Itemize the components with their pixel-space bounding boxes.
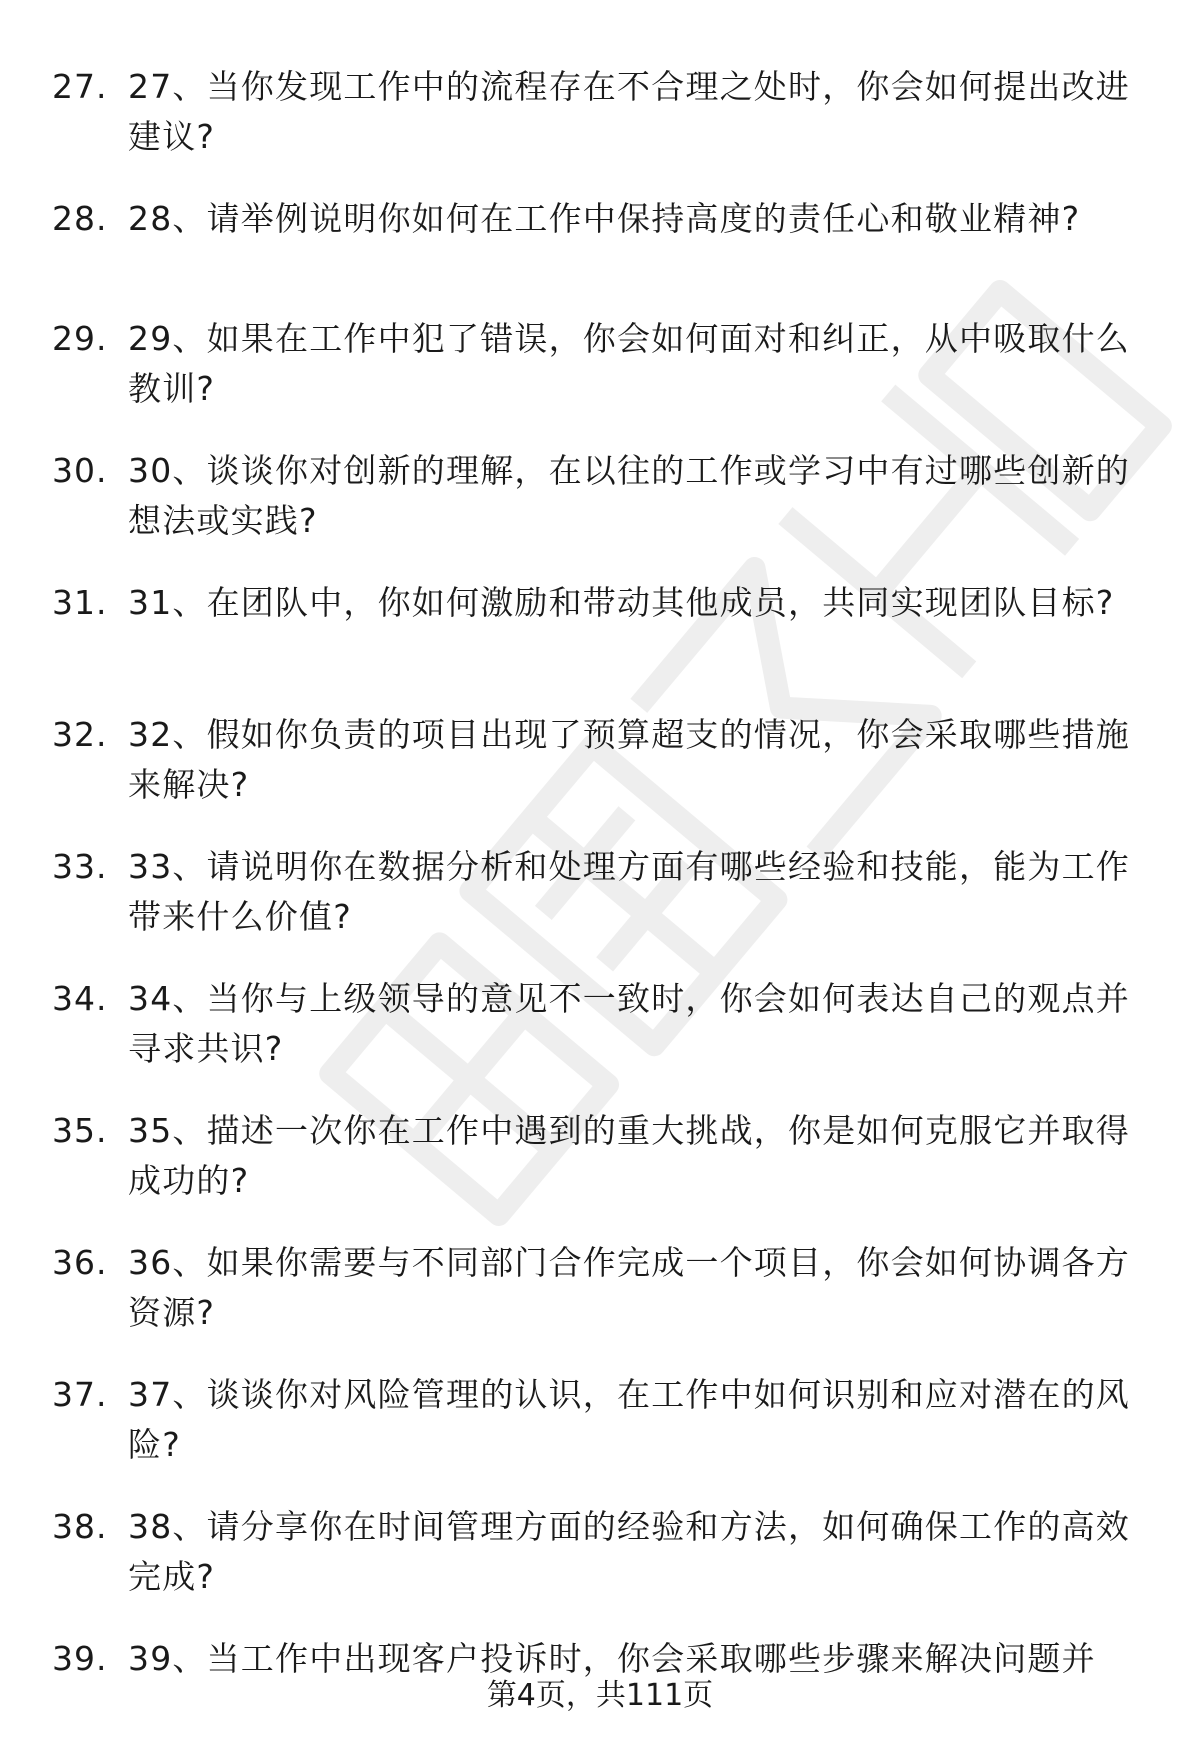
question-item: [0, 710, 1200, 842]
question-number: 30.: [52, 451, 108, 490]
question-number: 34.: [52, 979, 108, 1018]
question-item: [0, 194, 1200, 314]
question-text: 36、如果你需要与不同部门合作完成一个项目，你会如何协调各方资源?: [128, 1243, 1130, 1332]
question-text: 30、谈谈你对创新的理解，在以往的工作或学习中有过哪些创新的想法或实践?: [128, 451, 1130, 540]
question-item: [0, 314, 1200, 446]
question-number: 28.: [52, 199, 108, 238]
question-item: [0, 446, 1200, 578]
question-text: 38、请分享你在时间管理方面的经验和方法，如何确保工作的高效完成?: [128, 1507, 1130, 1596]
question-text: 28、请举例说明你如何在工作中保持高度的责任心和敬业精神?: [128, 199, 1081, 238]
page-footer: [0, 1676, 1200, 1716]
question-number: 27.: [52, 67, 108, 106]
question-item: [0, 578, 1200, 710]
question-text: 35、描述一次你在工作中遇到的重大挑战，你是如何克服它并取得成功的?: [128, 1111, 1130, 1200]
question-text: 31、在团队中，你如何激励和带动其他成员，共同实现团队目标?: [128, 583, 1115, 622]
question-text: 29、如果在工作中犯了错误，你会如何面对和纠正，从中吸取什么教训?: [128, 319, 1130, 408]
question-text: 37、谈谈你对风险管理的认识，在工作中如何识别和应对潜在的风险?: [128, 1375, 1130, 1464]
page-number-label: 第4页，共111页: [486, 1678, 714, 1713]
question-item: [0, 1502, 1200, 1634]
question-number: 32.: [52, 715, 108, 754]
question-text: 27、当你发现工作中的流程存在不合理之处时，你会如何提出改进建议?: [128, 67, 1130, 156]
question-number: 39.: [52, 1639, 108, 1678]
question-text: 33、请说明你在数据分析和处理方面有哪些经验和技能，能为工作带来什么价值?: [128, 847, 1130, 936]
question-item: [0, 842, 1200, 974]
question-item: [0, 62, 1200, 194]
question-number: 36.: [52, 1243, 108, 1282]
question-number: 38.: [52, 1507, 108, 1546]
question-item: [0, 1370, 1200, 1502]
question-text: 39、当工作中出现客户投诉时，你会采取哪些步骤来解决问题并: [128, 1639, 1096, 1678]
question-text: 34、当你与上级领导的意见不一致时，你会如何表达自己的观点并寻求共识?: [128, 979, 1130, 1068]
question-text: 32、假如你负责的项目出现了预算超支的情况，你会采取哪些措施来解决?: [128, 715, 1130, 804]
question-item: [0, 1238, 1200, 1370]
question-number: 37.: [52, 1375, 108, 1414]
question-number: 35.: [52, 1111, 108, 1150]
question-list: [0, 62, 1200, 1694]
question-number: 33.: [52, 847, 108, 886]
question-number: 31.: [52, 583, 108, 622]
question-item: [0, 974, 1200, 1106]
question-item: [0, 1106, 1200, 1238]
question-number: 29.: [52, 319, 108, 358]
